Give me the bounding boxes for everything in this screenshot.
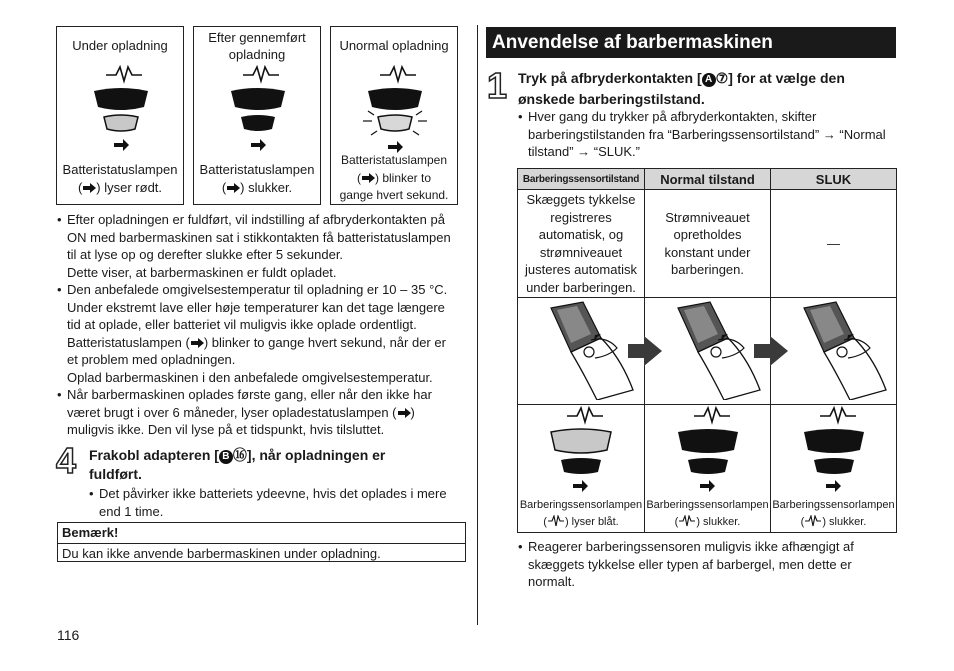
bullet-line: Batteristatuslampen ( ) blinker to gange hvert sekund, når der er (67, 334, 446, 350)
page-number: 116 (57, 627, 80, 643)
column-divider (477, 25, 478, 625)
lamp-caption-l2: ( ) slukker. (674, 516, 741, 528)
table-header: Barberingssensortilstand (518, 169, 645, 190)
step-heading-l2: ønskede barberingstilstand. (518, 91, 705, 107)
table-header: SLUK (771, 169, 897, 190)
bullet-item: • Når barbermaskinen oplades første gang, eller når den ikke har (57, 386, 467, 404)
lamp-caption: Barberingssensorlampen (772, 499, 895, 511)
section-title: Anvendelse af barbermaskinen (486, 27, 896, 58)
bullet-line: været brugt i over 6 måneder, lyser opladestatuslampen ( ) (67, 404, 415, 420)
table-cell (645, 405, 771, 533)
box-caption-l1: Batteristatuslampen (199, 162, 315, 177)
step-number: 1 (487, 65, 508, 106)
step-number: 4 (56, 440, 77, 481)
lamp-caption: Barberingssensorlampen (646, 499, 769, 511)
table-cell (645, 298, 771, 405)
badge-icon: A (702, 73, 716, 87)
bullet-item: • Efter opladningen er fuldført, vil indstilling af afbryderkontakten på (57, 211, 467, 229)
battery-lamp-icon (397, 408, 411, 418)
shaver-head-icon (798, 406, 870, 494)
note-box (57, 522, 466, 562)
shaver-head-icon (90, 65, 152, 151)
table-cell (518, 298, 645, 405)
bullet-line: muligvis ikke. Den vil lyse på et tidspunkt, hvis tilsluttet. (67, 422, 385, 437)
charge-box-abnormal (330, 26, 458, 205)
table-cell (771, 405, 897, 533)
step-heading-l2: fuldført. (89, 466, 142, 482)
step-heading: Tryk på afbryderkontakten [ A ⑦] for at vælge den (518, 70, 845, 86)
shaver-head-icon (361, 65, 429, 155)
shaver-head-icon (227, 65, 289, 151)
note-body: Du kan ikke anvende barbermaskinen under opladning. (62, 546, 381, 561)
bullet-line: tid at oplade, eller batteriet vil muligvis ikke oplade ordentligt. (67, 317, 417, 332)
box-caption-l2: ( ) lyser rødt. (77, 180, 163, 195)
table-row-illustrations (518, 298, 897, 405)
step-sub (89, 485, 469, 520)
battery-lamp-icon (361, 173, 375, 183)
arrow-right-icon (754, 336, 788, 366)
box-caption-l3: gange hvert sekund. (339, 188, 449, 202)
table-header-row (518, 169, 897, 190)
bullet-line: skæggets tykkelse eller typen af barbergel, men dette er (528, 556, 852, 572)
bullet-item: • Reagerer barberingssensoren muligvis ikke afhængigt af (518, 538, 898, 556)
battery-lamp-icon (82, 183, 96, 193)
charge-box-complete (193, 26, 321, 205)
bullet-line: Under ekstremt lave eller høje temperaturer kan det tage længere (67, 299, 445, 315)
table-row-lamps (518, 405, 897, 533)
sensor-wave-icon (678, 515, 696, 527)
table-header: Normal tilstand (645, 169, 771, 190)
box-caption-l1: Batteristatuslampen (340, 153, 448, 167)
table-cell: — (771, 190, 897, 298)
bullet-line: Oplad barbermaskinen i den anbefalede omgivelsestemperatur. (67, 369, 433, 385)
box-title: Under opladning (72, 38, 168, 53)
bullet-item: • Hver gang du trykker på afbryderkontakten, skifter (518, 108, 903, 126)
hand-shaver-illustration (521, 300, 641, 400)
box-caption-l1: Batteristatuslampen (62, 162, 178, 177)
table-cell (518, 405, 645, 533)
mode-table (517, 168, 897, 533)
box-title: Unormal opladning (339, 38, 449, 53)
sensor-wave-icon (547, 515, 565, 527)
bullet-item: • Den anbefalede omgivelsestemperatur til opladning er 10 – 35 °C. (57, 281, 467, 299)
step-sub (518, 108, 903, 161)
battery-lamp-icon (190, 338, 204, 348)
charging-notes (57, 211, 467, 439)
hand-shaver-illustration (774, 300, 894, 400)
note-heading: Bemærk! (58, 523, 465, 544)
charge-box-charging (56, 26, 184, 205)
badge-icon: B (219, 450, 233, 464)
bullet-line: tilstand” → “SLUK.” (528, 144, 640, 159)
lamp-caption-l2: ( ) lyser blåt. (543, 516, 619, 528)
shaver-head-icon (672, 406, 744, 494)
battery-lamp-icon (226, 183, 240, 193)
shaver-head-icon (545, 406, 617, 494)
bullet-line: et problem med opladningen. (67, 352, 236, 367)
bottom-note (518, 538, 898, 591)
bullet-line: til at lyse op og derefter slukke efter 5 sekunder. (67, 247, 344, 262)
bullet-line: end 1 time. (99, 503, 164, 519)
lamp-caption: Barberingssensorlampen (519, 499, 643, 511)
arrow-right-icon (628, 336, 662, 366)
box-title-l1: Efter gennemført (208, 30, 306, 45)
table-row (518, 190, 897, 298)
bullet-item: • Det påvirker ikke batteriets ydeevne, hvis det oplades i mere (89, 485, 469, 503)
table-cell: Skæggets tykkelse registreres automatisk, og strømniveauet justeres automatisk under barberingen. (518, 190, 645, 298)
sensor-wave-icon (804, 515, 822, 527)
bullet-line: normalt. (528, 574, 575, 589)
bullet-line: Dette viser, at barbermaskinen er fuldt opladet. (67, 264, 337, 280)
box-caption-l2: ( ) blinker to (356, 171, 432, 185)
lamp-caption-l2: ( ) slukker. (800, 516, 867, 528)
table-cell (771, 298, 897, 405)
step-heading: Frakobl adapteren [ B ⑯], når opladningen er (89, 447, 386, 463)
bullet-line: barberingstilstanden fra “Barberingssensortilstand” → “Normal (528, 126, 886, 142)
box-title-l2: opladning (228, 47, 286, 62)
table-cell: Strømniveauet opretholdes konstant under barberingen. (645, 190, 771, 298)
hand-shaver-illustration (648, 300, 768, 400)
box-caption-l2: ( ) slukker. (221, 180, 293, 195)
bullet-line: ON med barbermaskinen sat i stikkontakten få batteristatuslampen (67, 229, 451, 245)
